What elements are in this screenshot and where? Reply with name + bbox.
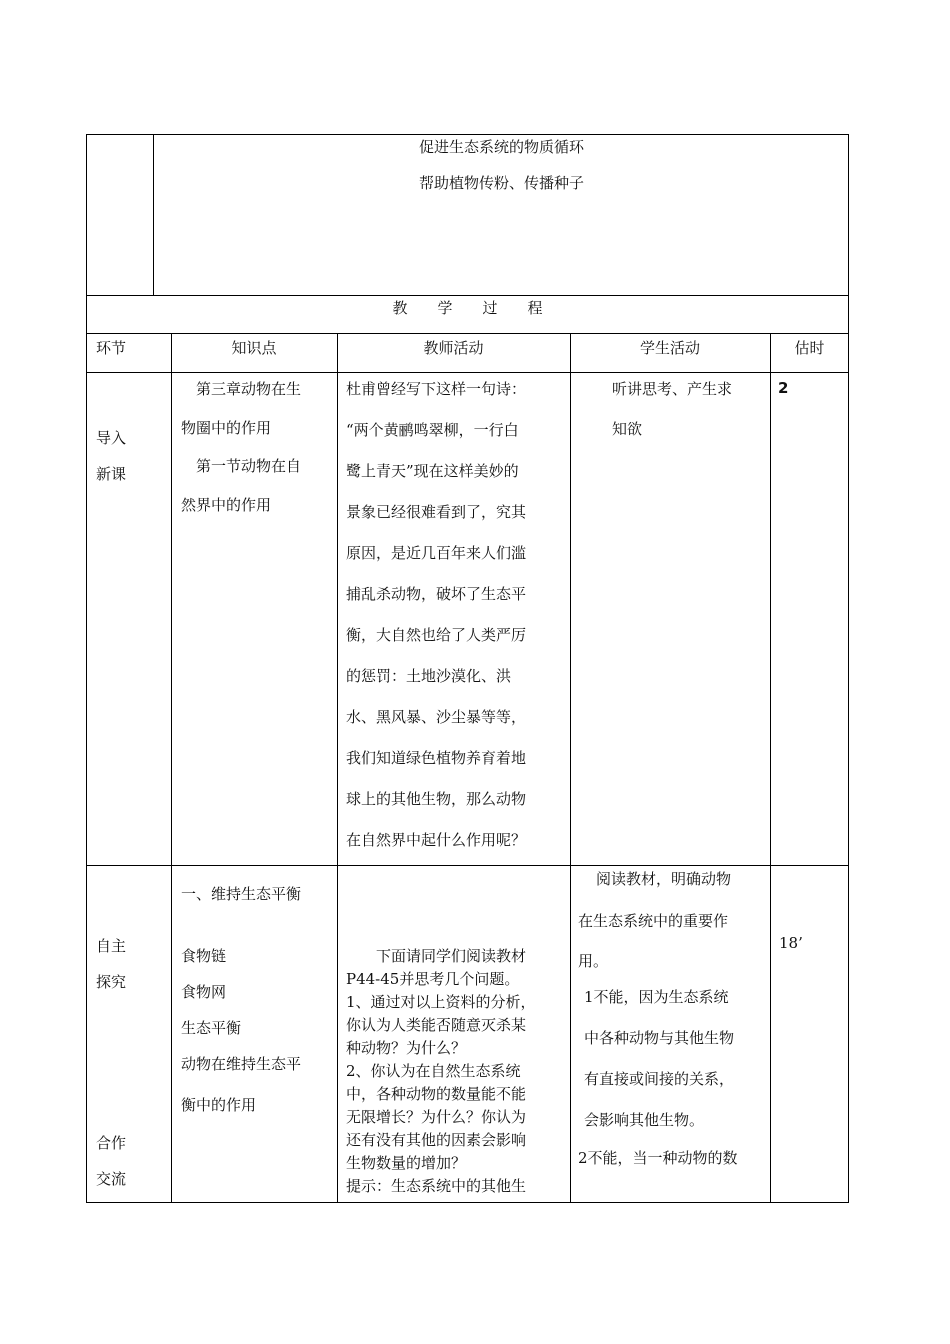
row2-student-line: 中各种动物与其他生物 xyxy=(584,1029,735,1047)
col-line-1 xyxy=(171,333,172,1203)
section-title: 教 学 过 程 xyxy=(392,299,543,317)
top-line-1: 促进生态系统的物质循环 xyxy=(418,138,584,156)
row2-teacher-line: 提示：生态系统中的其他生 xyxy=(346,1177,527,1195)
row1-teacher-line: 水、黑风暴、沙尘暴等等， xyxy=(346,708,527,726)
row1-teacher-line: 杜甫曾经写下这样一句诗： xyxy=(346,380,527,398)
row2-knowledge-items xyxy=(181,946,301,1115)
col-line-3 xyxy=(570,333,571,1203)
row1-knowledge-line: 然界中的作用 xyxy=(181,496,272,514)
row2-teacher-line: 种动物？为什么？ xyxy=(346,1039,467,1057)
row1-student-line: 知欲 xyxy=(612,420,643,438)
row2-teacher-line: 还有没有其他的因素会影响 xyxy=(346,1131,527,1149)
row2-student xyxy=(578,869,768,1168)
header-student: 学生活动 xyxy=(639,339,700,357)
row1-teacher-line: 景象已经很难看到了，究其 xyxy=(346,503,527,521)
row2-stage-b xyxy=(96,1133,126,1189)
row2-student-line: 会影响其他生物。 xyxy=(584,1111,705,1129)
row1-knowledge-line: 第三章动物在生 xyxy=(181,380,302,398)
row2-teacher-line: 1、通过对以上资料的分析， xyxy=(346,993,536,1011)
row2-student-line: 2不能，当一种动物的数 xyxy=(578,1149,738,1167)
row2-teacher-line: 2、你认为在自然生态系统 xyxy=(346,1062,521,1080)
row1-knowledge-line: 第一节动物在自 xyxy=(181,457,302,475)
row2-teacher-line: 下面请同学们阅读教材 xyxy=(346,947,527,965)
top-table-divider xyxy=(153,134,154,296)
row1-teacher-line: 原因，是近几百年来人们滥 xyxy=(346,544,527,562)
top-line-2: 帮助植物传粉、传播种子 xyxy=(418,174,584,192)
row2-teacher-line: 无限增长？为什么？你认为 xyxy=(346,1108,527,1126)
header-stage: 环节 xyxy=(96,339,127,357)
row2-stage-line: 合作 xyxy=(96,1134,127,1152)
row1-teacher-line: 捕乱杀动物，破坏了生态平 xyxy=(346,585,527,603)
row2-teacher-line: P44-45并思考几个问题。 xyxy=(346,970,520,988)
row1-time: 2 xyxy=(778,379,789,397)
row1-teacher-line: 球上的其他生物，那么动物 xyxy=(346,790,527,808)
row1-teacher-line: 在自然界中起什么作用呢？ xyxy=(346,831,527,849)
row2-stage-line: 交流 xyxy=(96,1170,127,1188)
row2-student-line: 1不能，因为生态系统 xyxy=(584,988,729,1006)
row1-stage xyxy=(96,428,126,484)
row1-teacher-line: 衡，大自然也给了人类严厉 xyxy=(346,626,527,644)
row2-knowledge-item: 生态平衡 xyxy=(181,1019,242,1037)
row2-knowledge-item: 食物网 xyxy=(181,983,227,1001)
row2-knowledge-item: 衡中的作用 xyxy=(181,1096,257,1114)
row2-stage-a xyxy=(96,936,126,992)
row2-teacher-line: 生物数量的增加？ xyxy=(346,1154,467,1172)
row1-student-line: 听讲思考、产生求 xyxy=(612,380,733,398)
row2-stage-line: 自主 xyxy=(96,937,127,955)
header-teacher: 教师活动 xyxy=(423,339,484,357)
row2-teacher-line: 中，各种动物的数量能不能 xyxy=(346,1085,527,1103)
header-divider xyxy=(86,372,849,373)
row2-knowledge-item: 食物链 xyxy=(181,947,227,965)
col-line-4 xyxy=(770,333,771,1203)
row1-teacher-line: 我们知道绿色植物养育着地 xyxy=(346,749,527,767)
row1-student xyxy=(612,379,732,460)
row1-teacher-line: 的惩罚：土地沙漠化、洪 xyxy=(346,667,512,685)
row2-student-line: 用。 xyxy=(578,952,609,970)
row1-teacher-line: “两个黄鹂鸣翠柳，一行白 xyxy=(346,421,519,439)
row1-stage-line: 新课 xyxy=(96,465,127,483)
header-time: 估时 xyxy=(794,339,825,357)
row2-student-line: 阅读教材，明确动物 xyxy=(596,870,732,888)
row2-knowledge-item: 动物在维持生态平 xyxy=(181,1055,302,1073)
row2-teacher-line: 你认为人类能否随意灭杀某 xyxy=(346,1016,527,1034)
row1-stage-line: 导入 xyxy=(96,429,127,447)
row1-teacher xyxy=(346,379,566,871)
row2-student-line: 在生态系统中的重要作 xyxy=(578,912,729,930)
row1-knowledge-line: 物圈中的作用 xyxy=(181,419,272,437)
header-knowledge: 知识点 xyxy=(231,339,277,357)
row2-knowledge-title: 一、维持生态平衡 xyxy=(181,885,302,903)
title-divider xyxy=(86,333,849,334)
top-table xyxy=(86,134,849,296)
row1-knowledge xyxy=(181,379,331,536)
row2-student-line: 有直接或间接的关系， xyxy=(584,1070,735,1088)
row2-time: 18’ xyxy=(779,934,803,952)
row2-teacher xyxy=(346,946,568,1199)
col-line-2 xyxy=(337,333,338,1203)
row2-stage-line: 探究 xyxy=(96,973,127,991)
row1-teacher-line: 鹭上青天”现在这样美妙的 xyxy=(346,462,519,480)
